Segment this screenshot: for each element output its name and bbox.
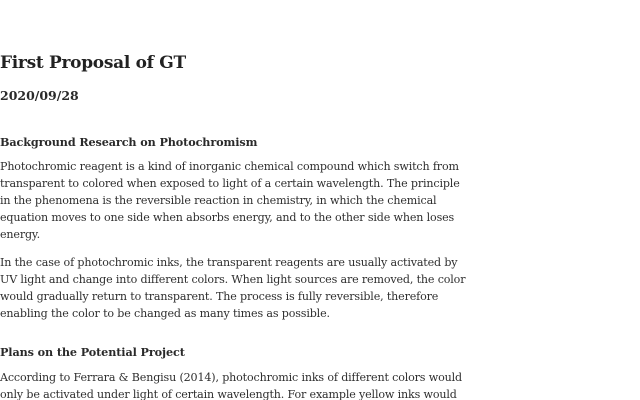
paragraph-line: only be activated under light of certain wavelength. For example yellow inks would [0,388,457,400]
paragraph-line: UV light and change into different colors. When light sources are removed, the color [0,273,466,286]
paragraph-line: in the phenomena is the reversible reaction in chemistry, in which the chemical [0,194,437,207]
paragraph-line: equation moves to one side when absorbs energy, and to the other side when loses [0,211,455,224]
paragraph-line: energy. [0,228,40,241]
paragraph-line: transparent to colored when exposed to light of a certain wavelength. The principle [0,177,460,190]
paragraph-photochromic-inks [0,254,466,322]
section-heading-plans: Plans on the Potential Project [0,345,185,359]
page-title: First Proposal of GT [0,53,186,73]
paragraph-line: According to Ferrara & Bengisu (2014), photochromic inks of different colors would [0,371,462,384]
paragraph-line: enabling the color to be changed as many times as possible. [0,307,330,320]
paragraph-line: In the case of photochromic inks, the transparent reagents are usually activated by [0,256,458,269]
post-date: 2020/09/28 [0,88,79,103]
paragraph-line: would gradually return to transparent. The process is fully reversible, therefore [0,290,439,303]
section-heading-background: Background Research on Photochromism [0,135,258,149]
paragraph-ferrara-bengisu [0,369,462,400]
paragraph-photochromic-reagent [0,158,460,243]
paragraph-line: Photochromic reagent is a kind of inorganic chemical compound which switch from [0,160,459,173]
